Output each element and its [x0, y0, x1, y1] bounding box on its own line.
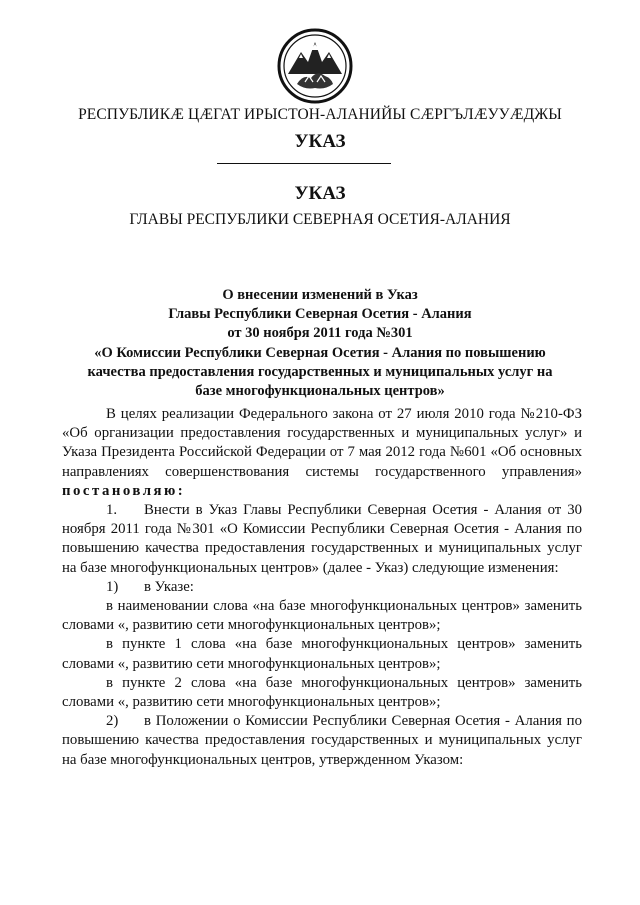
title-line: Главы Республики Северная Осетия - Алания — [168, 306, 472, 323]
item-text: Внести в Указ Главы Республики Северная Осетия - Алания от 30 ноября 2011 года №301 «О Комиссии Республики Северная Осетия - Алания по повышению качества предоставления государственных и муниципальных услуг на базе многофункциональных центров» (далее - Указ) следующие изменения: — [62, 502, 582, 576]
decree-word-russian: УКАЗ — [294, 183, 346, 204]
preamble-text: В целях реализации Федерального закона от 27 июля 2010 года №210-ФЗ «Об организации предоставления государственных и муниципальных услуг» и Указа Президента Российской Федерации от 7 мая 2012 года №601 «Об основных направлениях совершенствования системы государственного управления» — [62, 406, 582, 480]
preamble-paragraph — [62, 405, 582, 501]
coat-of-arms-emblem — [275, 26, 355, 106]
title-line: «О Комиссии Республики Северная Осетия - Алания по повышению — [94, 344, 546, 361]
item-1-paragraph — [62, 501, 582, 578]
subitem-text: в Положении о Комиссии Республики Северная Осетия - Алания по повышению качества предоставления государственных и муниципальных услуг на базе многофункциональных центров, утвержденном Указом: — [62, 713, 582, 768]
issuer-title: ГЛАВЫ РЕСПУБЛИКИ СЕВЕРНАЯ ОСЕТИЯ-АЛАНИЯ — [129, 211, 511, 228]
decree-body — [62, 405, 582, 770]
subitem-2-paragraph — [62, 712, 582, 770]
subitem-number: 2) — [106, 713, 119, 730]
subitem-1-clause-c: в пункте 2 слова «на базе многофункциональных центров» заменить словами «, развитию сети многофункциональных центров»; — [62, 674, 582, 711]
subitem-1-paragraph — [62, 578, 582, 597]
decree-title — [60, 286, 580, 401]
republic-name-ossetian: РЕСПУБЛИКӔ ЦӔГАТ ИРЫСТОН-АЛАНИЙЫ СӔРГЪЛӔУУӔДЖЫ — [78, 106, 562, 123]
title-line: О внесении изменений в Указ — [222, 287, 418, 303]
subitem-1-clause-b: в пункте 1 слова «на базе многофункциональных центров» заменить словами «, развитию сети многофункциональных центров»; — [62, 636, 582, 672]
decree-word-ossetian: УКАЗ — [294, 131, 346, 152]
subitem-number: 1) — [106, 578, 119, 595]
header-divider — [217, 163, 391, 164]
subitem-text: в Указе: — [144, 578, 194, 595]
title-line: от 30 ноября 2011 года №301 — [227, 325, 413, 342]
title-line: качества предоставления государственных и муниципальных услуг на — [87, 363, 553, 380]
subitem-1-clause-a: в наименовании слова «на базе многофункциональных центров» заменить словами «, развитию сети многофункциональных центров»; — [62, 598, 582, 634]
title-line: базе многофункциональных центров» — [195, 383, 445, 400]
item-number: 1. — [106, 502, 118, 519]
resolve-word: постановляю: — [62, 482, 186, 499]
